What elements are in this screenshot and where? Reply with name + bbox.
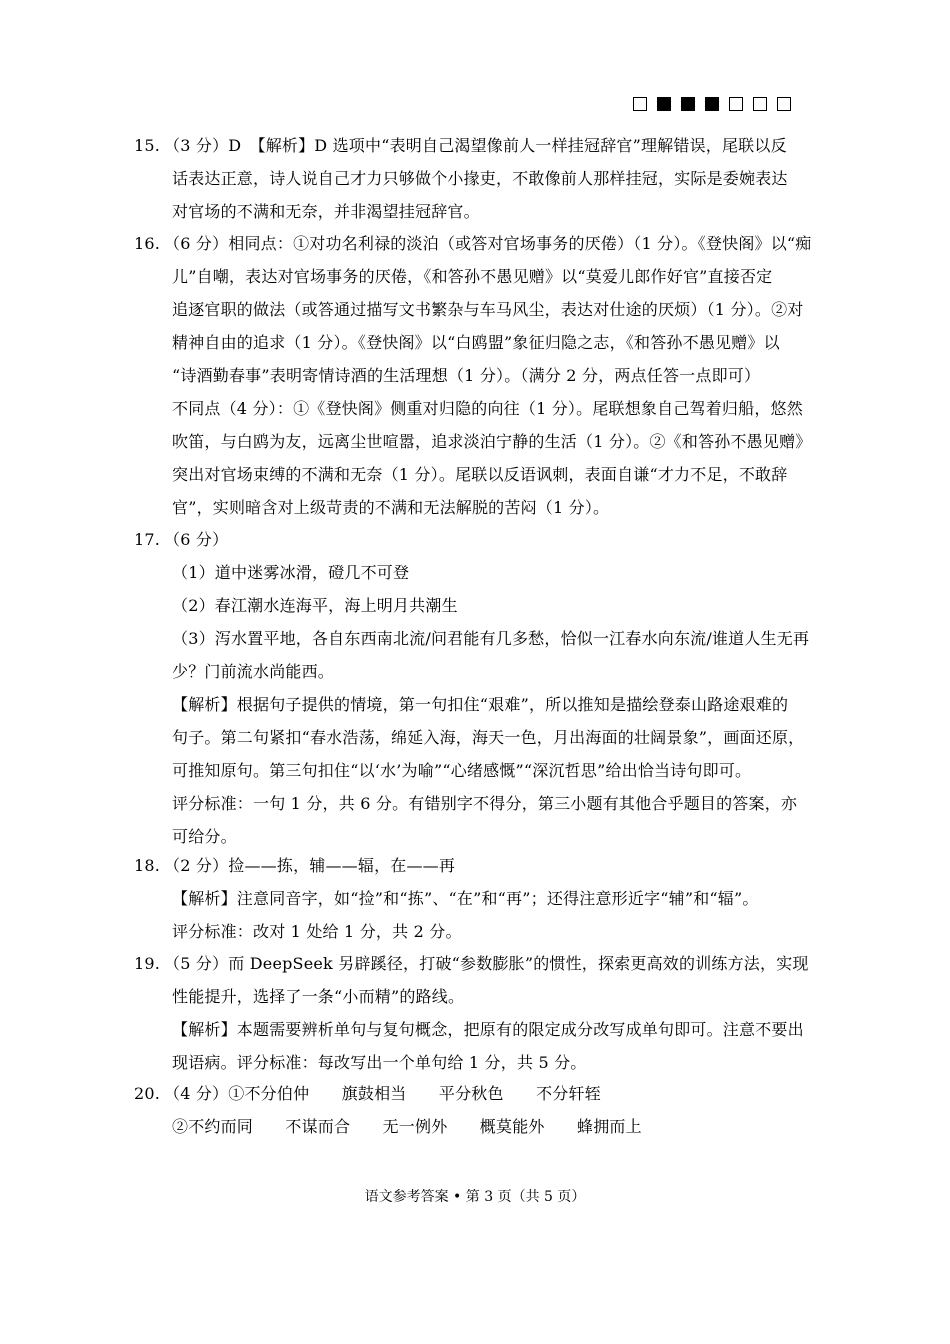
marker-square-filled xyxy=(681,97,695,111)
header-marker-squares xyxy=(633,97,791,111)
answer-line: 现语病。评分标准：每改写出一个单句给 1 分，共 5 分。 xyxy=(172,1053,587,1072)
answer-line: 话表达正意，诗人说自己才力只够做个小掾吏，不敢像前人那样挂冠，实际是委婉表达 xyxy=(172,169,788,188)
item-number: 15. xyxy=(134,136,161,155)
answer-line: 吹笛，与白鸥为友，远离尘世喧嚣，追求淡泊宁静的生活（1 分）。②《和答孙不愚见赠》 xyxy=(172,432,812,451)
answer-line: 可给分。 xyxy=(172,827,237,846)
answer-line: （5 分）而 DeepSeek 另辟蹊径，打破“参数膨胀”的惯性，探索更高效的训练方法，实现 xyxy=(164,954,809,973)
answer-line: 【解析】注意同音字，如“捡”和“拣”、“在”和“再”；还得注意形近字“辅”和“辐”。 xyxy=(172,889,759,908)
marker-square xyxy=(777,97,791,111)
answer-line: “诗酒勤春事”表明寄情诗酒的生活理想（1 分）。（满分 2 分，两点任答一点即可） xyxy=(172,366,761,385)
marker-square xyxy=(729,97,743,111)
answer-line: （2 分）捡——拣，辅——辐，在——再 xyxy=(164,856,456,875)
answer-line: 性能提升，选择了一条“小而精”的路线。 xyxy=(172,987,465,1006)
answer-line: （2）春江潮水连海平，海上明月共潮生 xyxy=(172,596,458,615)
answer-line: （3 分）D 【解析】D 选项中“表明自己渴望像前人一样挂冠辞官”理解错误，尾联以反 xyxy=(164,136,787,155)
answer-line: 句子。第二句紧扣“春水浩荡，绵延入海，海天一色，月出海面的壮阔景象”，画面还原， xyxy=(172,728,805,747)
answer-line: ②不约而同 不谋而合 无一例外 概莫能外 蜂拥而上 xyxy=(172,1117,642,1136)
answer-line: （3）泻水置平地，各自东西南北流/问君能有几多愁，恰似一江春水向东流/谁道人生无再 xyxy=(172,629,810,648)
answer-line: 追逐官职的做法（或答通过描写文书繁杂与车马风尘，表达对仕途的厌烦）（1 分）。②对 xyxy=(172,300,804,319)
answer-line: 突出对官场束缚的不满和无奈（1 分）。尾联以反语讽刺，表面自谦“才力不足，不敢辞 xyxy=(172,465,788,484)
answer-line: （6 分）相同点：①对功名利禄的淡泊（或答对官场事务的厌倦）（1 分）。《登快阁》以“痴 xyxy=(164,234,812,253)
item-number: 20. xyxy=(134,1084,161,1103)
item-number: 16. xyxy=(134,234,161,253)
answer-line: 官”，实则暗含对上级苛责的不满和无法解脱的苦闷（1 分）。 xyxy=(172,498,610,517)
answer-line: 对官场的不满和无奈，并非渴望挂冠辞官。 xyxy=(172,202,480,221)
answer-line: （1）道中迷雾冰滑，磴几不可登 xyxy=(172,563,410,582)
answer-line: 【解析】本题需要辨析单句与复句概念，把原有的限定成分改写成单句即可。注意不要出 xyxy=(172,1020,804,1039)
item-number: 19. xyxy=(134,954,161,973)
item-number: 18. xyxy=(134,856,161,875)
page-footer: 语文参考答案 • 第 3 页（共 5 页） xyxy=(364,1189,586,1205)
answer-line: （6 分） xyxy=(164,530,229,549)
marker-square-filled xyxy=(705,97,719,111)
answer-line: 儿”自嘲，表达对官场事务的厌倦，《和答孙不愚见赠》以“莫爱儿郎作好官”直接否定 xyxy=(172,267,773,286)
item-number: 17. xyxy=(134,530,161,549)
answer-line: 评分标准：改对 1 处给 1 分，共 2 分。 xyxy=(172,922,462,941)
marker-square xyxy=(633,97,647,111)
answer-line: 少？门前流水尚能西。 xyxy=(172,662,335,681)
marker-square xyxy=(753,97,767,111)
answer-line: 不同点（4 分）：①《登快阁》侧重对归隐的向往（1 分）。尾联想象自己驾着归船，悠然 xyxy=(172,399,803,418)
answer-line: 【解析】根据句子提供的情境，第一句扣住“艰难”，所以推知是描绘登泰山路途艰难的 xyxy=(172,695,789,714)
marker-square-filled xyxy=(657,97,671,111)
answer-line: 可推知原句。第三句扣住“以‘水’为喻”“心绪感慨”“深沉哲思”给出恰当诗句即可。 xyxy=(172,761,752,780)
answer-line: （4 分）①不分伯仲 旗鼓相当 平分秋色 不分轩轾 xyxy=(164,1084,601,1103)
answer-line: 评分标准：一句 1 分，共 6 分。有错别字不得分，第三小题有其他合乎题目的答案，亦 xyxy=(172,794,798,813)
answer-line: 精神自由的追求（1 分）。《登快阁》以“白鸥盟”象征归隐之志，《和答孙不愚见赠》以 xyxy=(172,333,780,352)
